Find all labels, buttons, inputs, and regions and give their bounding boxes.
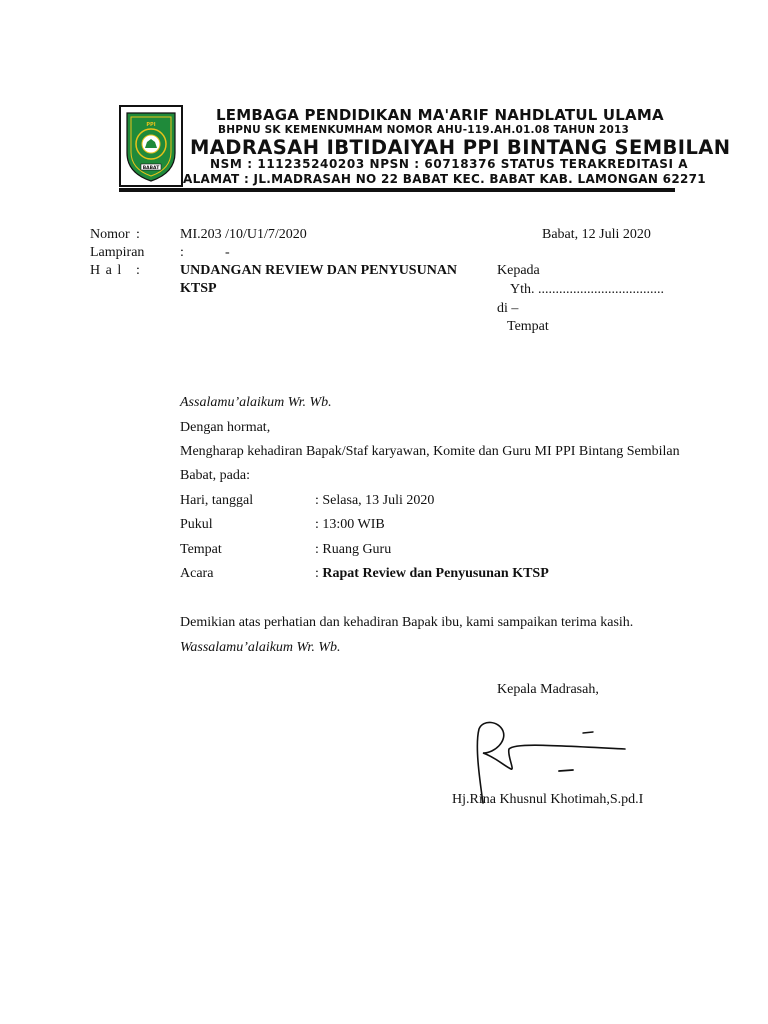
hal-colon: : xyxy=(136,263,140,278)
lampiran-value: - xyxy=(225,245,230,260)
recipient-tempat: Tempat xyxy=(507,319,549,334)
lampiran-label: Lampiran xyxy=(90,245,145,260)
letter-date: Babat, 12 Juli 2020 xyxy=(542,227,651,242)
recipient-kepada: Kepada xyxy=(497,263,540,278)
recipient-yth: Yth. .................................... xyxy=(510,282,664,297)
greeting-salam: Assalamu’alaikum Wr. Wb. xyxy=(180,395,332,410)
detail-value-tempat: : Ruang Guru xyxy=(315,542,392,557)
detail-value-acara: Rapat Review dan Penyusunan KTSP xyxy=(322,566,549,581)
lampiran-colon: : xyxy=(180,245,184,260)
detail-value-pukul: : 13:00 WIB xyxy=(315,517,385,532)
signature-title: Kepala Madrasah, xyxy=(497,682,599,697)
shield-emblem-icon xyxy=(121,107,181,185)
detail-label-hari: Hari, tanggal xyxy=(180,493,254,508)
letterhead-address: ALAMAT : JL.MADRASAH NO 22 BABAT KEC. BABAT KAB. LAMONGAN 62271 xyxy=(183,172,706,186)
nomor-label: Nomor xyxy=(90,227,130,242)
closing-text: Demikian atas perhatian dan kehadiran Bapak ibu, kami sampaikan terima kasih. xyxy=(180,615,634,630)
recipient-di: di – xyxy=(497,301,519,316)
logo-top-text: PPI xyxy=(146,122,156,128)
signatory-name: Hj.Rina Khusnul Khotimah,S.pd.I xyxy=(452,792,644,807)
hal-value-line-1: UNDANGAN REVIEW DAN PENYUSUNAN xyxy=(180,263,458,278)
detail-label-pukul: Pukul xyxy=(180,517,213,532)
letterhead-line-1: LEMBAGA PENDIDIKAN MA'ARIF NAHDLATUL ULAMA xyxy=(216,106,664,124)
nomor-colon: : xyxy=(136,227,140,242)
detail-label-tempat: Tempat xyxy=(180,542,222,557)
intro-line-1: Mengharap kehadiran Bapak/Staf karyawan, Komite dan Guru MI PPI Bintang Sembilan xyxy=(180,444,680,459)
detail-value-hari: : Selasa, 13 Juli 2020 xyxy=(315,493,435,508)
detail-colon-acara: : xyxy=(315,566,323,581)
letterhead-line-2: BHPNU SK KEMENKUMHAM NOMOR AHU-119.AH.01.08 TAHUN 2013 xyxy=(218,124,630,136)
school-logo xyxy=(119,105,183,187)
letterhead-registration: NSM : 111235240203 NPSN : 60718376 STATUS TERAKREDITASI A xyxy=(210,157,689,171)
greeting-hormat: Dengan hormat, xyxy=(180,420,271,435)
hal-value-line-2: KTSP xyxy=(180,281,217,296)
intro-line-2: Babat, pada: xyxy=(180,468,250,483)
closing-wassalam: Wassalamu’alaikum Wr. Wb. xyxy=(180,640,341,655)
school-name: MADRASAH IBTIDAIYAH PPI BINTANG SEMBILAN xyxy=(190,136,731,159)
nomor-value: MI.203 /10/U1/7/2020 xyxy=(180,227,307,242)
letterhead-divider xyxy=(119,188,675,192)
hal-label: H a l xyxy=(90,263,123,278)
logo-bottom-text: BABAT xyxy=(142,166,160,171)
detail-label-acara: Acara xyxy=(180,566,214,581)
detail-acara-row xyxy=(315,566,549,582)
